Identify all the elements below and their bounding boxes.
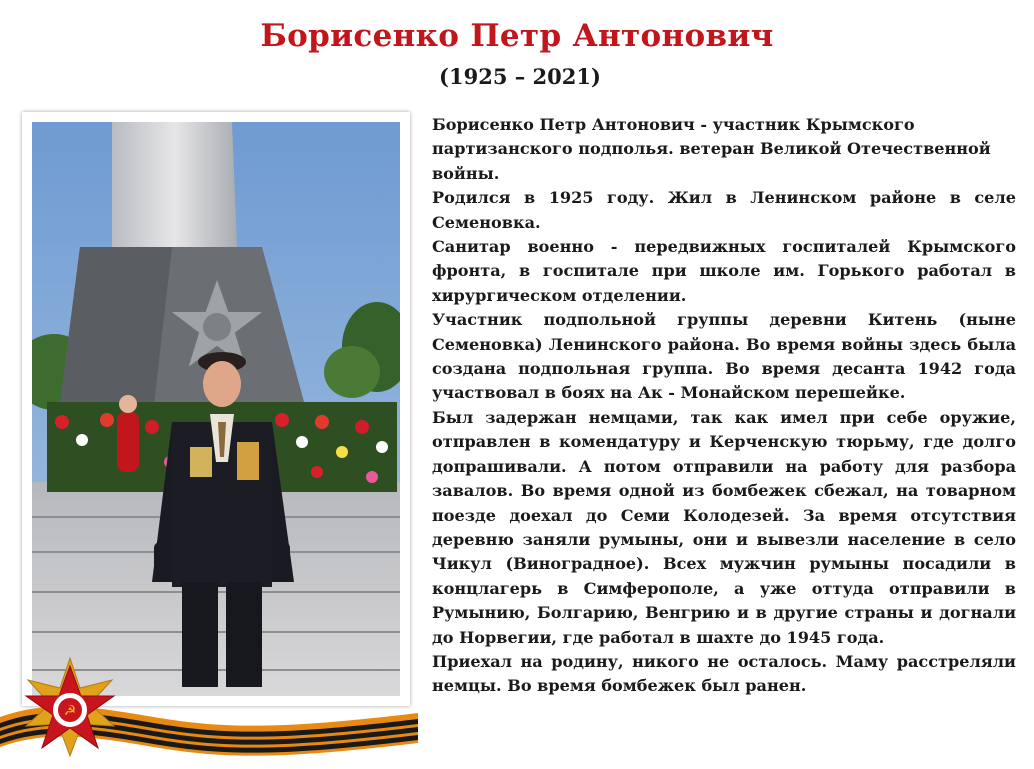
order-of-patriotic-war-icon <box>26 658 114 756</box>
svg-text:☭: ☭ <box>63 703 77 719</box>
biography-text <box>432 113 1016 699</box>
veteran-photo <box>22 112 410 706</box>
bio-paragraph: Приехал на родину, никого не осталось. Маму расстреляли немцы. Во время бомбежек был ранен. <box>432 651 1016 696</box>
bio-paragraph: Санитар военно - передвижных госпиталей Крымского фронта, в госпитале при школе им. Горького работал в хирургическом отделении. <box>432 237 1016 305</box>
bio-paragraph: Был задержан немцами, так как имел при себе оружие, отправлен в комендатуру и Керченскую тюрьму, где долго допрашивали. А потом отправили на работу для разбора завалов. Во время одной из бомбежек сбежал, на товарном поезде доехал до Семи Колодезей. За время отсутствия деревню заняли румыны, они и вывезли население в село Чикул (Виноградное). Всех мужчин румыны посадили в концлагерь в Симферополе, а уже оттуда отправили в Румынию, Болгарию, Венгрию и в другие страны и догнали до Норвегии, где работал в шахте до 1945 года. <box>432 407 1016 647</box>
order-of-patriotic-war-emblem <box>0 655 430 769</box>
bio-paragraph: Родился в 1925 году. Жил в Ленинском районе в селе Семеновка. <box>432 188 1016 232</box>
page-title: Борисенко Петр Антонович <box>260 18 774 54</box>
bio-paragraph: Борисенко Петр Антонович - участник Крымского партизанского подполья. ветеран Великой Отечественной войны. <box>432 115 991 183</box>
life-years: (1925 – 2021) <box>439 64 601 89</box>
veteran-portrait-photo <box>32 122 400 696</box>
bio-paragraph: Участник подпольной группы деревни Китень (ныне Семеновка) Ленинского района. Во время войны здесь была создана подпольная группа. Во время десанта 1942 года участвовал в боях на Ак - Монайском перешейке. <box>432 310 1016 403</box>
